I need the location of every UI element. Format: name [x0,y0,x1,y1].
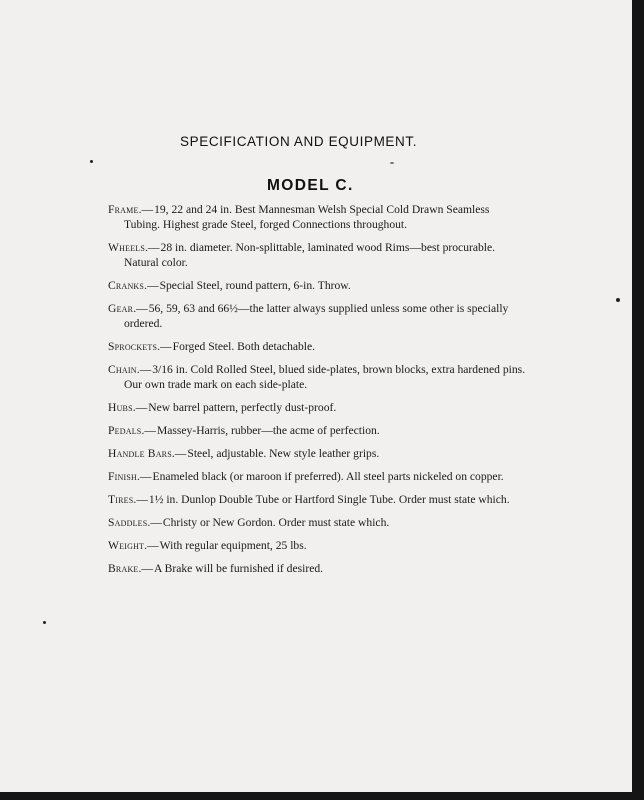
spec-list [108,202,528,584]
spec-text: Christy or New Gordon. Order must state which. [162,516,390,529]
spec-text: New barrel pattern, perfectly dust-proof. [148,401,337,414]
spec-text: Special Steel, round pattern, 6-in. Throw. [159,279,351,292]
spec-item-tires: Tires.—1½ in. Dunlop Double Tube or Hartford Single Tube. Order must state which. [108,493,510,506]
spec-item-chain: Chain.—3/16 in. Cold Rolled Steel, blued side-plates, brown blocks, extra hardened pins. Our own trade mark on each side-plate. [108,363,526,391]
spec-term: Weight [108,539,145,552]
spec-term: Pedals [108,424,142,437]
spec-item-saddles: Saddles.—Christy or New Gordon. Order must state which. [108,516,390,529]
spec-term: Hubs [108,401,133,414]
spec-term: Cranks [108,279,145,292]
spec-text: 19, 22 and 24 in. Best Mannesman Welsh Special Cold Drawn Seamless Tubing. Highest grade Steel, forged Connections throughout. [124,203,490,231]
ink-speck [390,162,394,164]
spec-term: Frame [108,203,139,216]
spec-text: Enameled black (or maroon if preferred). All steel parts nickeled on copper. [152,470,504,483]
spec-text: Forged Steel. Both detachable. [172,340,316,353]
spec-text: With regular equipment, 25 lbs. [159,539,307,552]
spec-term: Saddles [108,516,148,529]
spec-text: Massey-Harris, rubber—the acme of perfection. [156,424,380,437]
spec-term: Tires [108,493,134,506]
spec-text: 56, 59, 63 and 66½—the latter always supplied unless some other is specially ordered. [124,302,509,330]
spec-term: Chain [108,363,137,376]
spec-term: Brake [108,562,139,575]
spec-item-wheels: Wheels.—28 in. diameter. Non-splittable, laminated wood Rims—best procurable. Natural color. [108,241,496,269]
ink-speck [616,298,620,302]
spec-item-sprockets: Sprockets.—Forged Steel. Both detachable. [108,340,316,353]
model-title: MODEL C. [267,177,354,194]
spec-item-weight: Weight.—With regular equipment, 25 lbs. [108,539,307,552]
spec-text: Steel, adjustable. New style leather grips. [187,447,380,460]
spec-term: Sprockets [108,340,158,353]
spec-item-cranks: Cranks.—Special Steel, round pattern, 6-in. Throw. [108,279,351,292]
page-heading: SPECIFICATION AND EQUIPMENT. [180,134,418,149]
spec-text: 1½ in. Dunlop Double Tube or Hartford Single Tube. Order must state which. [148,493,510,506]
spec-text: 28 in. diameter. Non-splittable, laminated wood Rims—best procurable. Natural color. [124,241,496,269]
ink-speck [43,621,46,624]
spec-text: A Brake will be furnished if desired. [154,562,324,575]
spec-item-hubs: Hubs.—New barrel pattern, perfectly dust-proof. [108,401,337,414]
spec-term: Wheels [108,241,146,254]
spec-text: 3/16 in. Cold Rolled Steel, blued side-plates, brown blocks, extra hardened pins. Our own trade mark on each side-plate. [124,363,526,391]
spec-item-finish: Finish.—Enameled black (or maroon if preferred). All steel parts nickeled on copper. [108,470,504,483]
spec-term: Gear [108,302,134,315]
spec-item-brake: Brake.—A Brake will be furnished if desired. [108,562,324,575]
ink-speck [90,160,93,163]
spec-item-gear: Gear.—56, 59, 63 and 66½—the latter always supplied unless some other is specially ordered. [108,302,509,330]
spec-term: Finish [108,470,137,483]
scan-border-right [632,0,644,800]
scan-border-bottom [0,792,644,800]
spec-item-handle-bars: Handle Bars.—Steel, adjustable. New style leather grips. [108,447,380,460]
spec-term: Handle Bars [108,447,172,460]
spec-item-frame: Frame.—19, 22 and 24 in. Best Mannesman Welsh Special Cold Drawn Seamless Tubing. Highest grade Steel, forged Connections throughout. [108,203,490,231]
spec-item-pedals: Pedals.—Massey-Harris, rubber—the acme of perfection. [108,424,380,437]
